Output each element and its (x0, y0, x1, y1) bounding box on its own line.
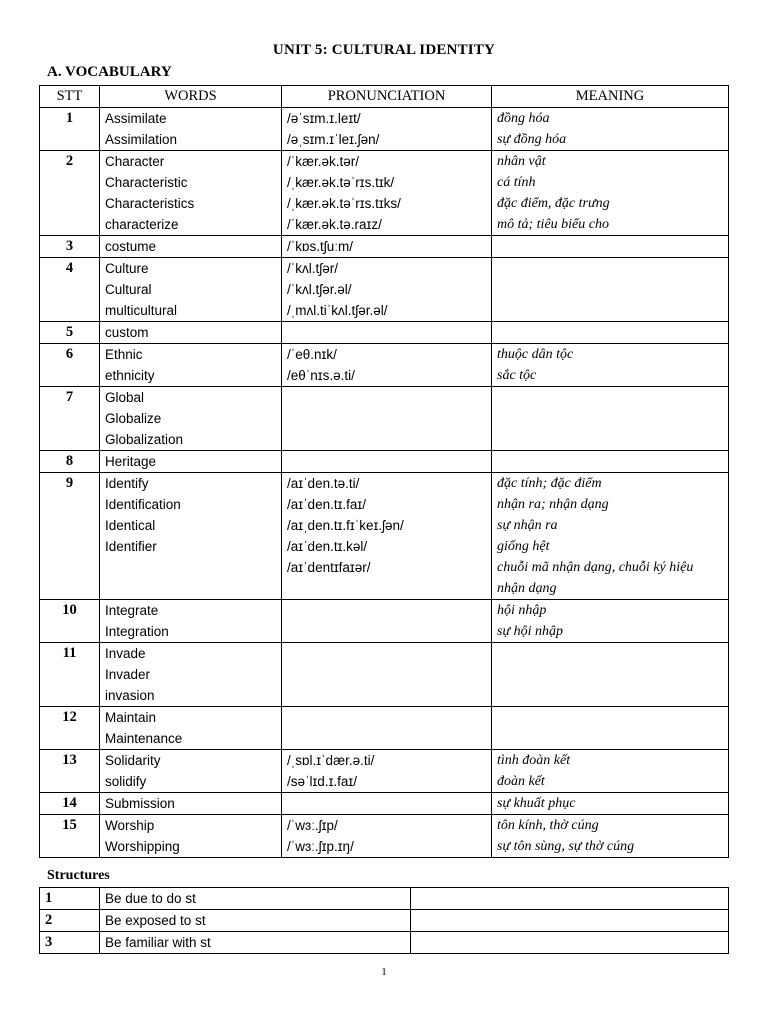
word: Assimilate (105, 111, 167, 126)
meaning-cell (492, 643, 729, 707)
pronunciation: /ˌsɒl.ɪˈdær.ə.ti/ (287, 753, 375, 768)
word: Characteristic (105, 175, 188, 190)
structure-meaning (411, 932, 729, 954)
table-row (40, 473, 729, 600)
pronunciation: /aɪˈden.tɪ.faɪ/ (287, 497, 366, 512)
pronunciation: /əˌsɪm.ɪˈleɪ.ʃən/ (287, 132, 380, 147)
words-cell (100, 473, 282, 600)
word: Worshipping (105, 839, 180, 854)
pronunciation: /ˌkær.ək.təˈrɪs.tɪks/ (287, 196, 401, 211)
meaning-cell (492, 750, 729, 793)
word: characterize (105, 217, 179, 232)
table-row (40, 600, 729, 643)
pronunciation-cell (282, 815, 492, 858)
meaning: tình đoàn kết (497, 753, 571, 768)
pronunciation-cell (282, 108, 492, 151)
pronunciation-cell (282, 600, 492, 643)
meaning-cell (492, 600, 729, 643)
words-cell (100, 451, 282, 473)
word: Worship (105, 818, 155, 833)
word: Maintain (105, 710, 157, 725)
table-row (40, 322, 729, 344)
word: Identify (105, 476, 149, 491)
meaning: hội nhập (497, 603, 547, 618)
stt-cell: 2 (40, 151, 100, 236)
words-cell (100, 750, 282, 793)
words-cell (100, 258, 282, 322)
word: Identification (105, 497, 181, 512)
structure-number: 3 (40, 932, 100, 954)
meaning-cell (492, 108, 729, 151)
pronunciation-cell (282, 151, 492, 236)
pronunciation-cell (282, 322, 492, 344)
word: Characteristics (105, 196, 195, 211)
word: ethnicity (105, 368, 155, 383)
meaning-cell (492, 451, 729, 473)
stt-cell: 11 (40, 643, 100, 707)
word: Maintenance (105, 731, 183, 746)
meaning: sự nhận ra (497, 518, 558, 533)
stt-cell: 3 (40, 236, 100, 258)
words-cell (100, 707, 282, 750)
structures-heading: Structures (47, 868, 110, 883)
word: Integration (105, 624, 169, 639)
table-row (40, 236, 729, 258)
meaning-cell (492, 473, 729, 600)
structure-row (40, 910, 729, 932)
word: Assimilation (105, 132, 178, 147)
table-row (40, 151, 729, 236)
structure-number: 1 (40, 888, 100, 910)
pronunciation-cell (282, 387, 492, 451)
pronunciation-cell (282, 707, 492, 750)
word: multicultural (105, 303, 178, 318)
pronunciation: /eθˈnɪs.ə.ti/ (287, 368, 355, 383)
meaning-cell (492, 815, 729, 858)
word: Identifier (105, 539, 157, 554)
header-stt: STT (40, 86, 100, 108)
table-row (40, 451, 729, 473)
meaning: sự tôn sùng, sự thờ cúng (497, 839, 635, 854)
meaning: chuỗi mã nhận dạng, chuỗi ký hiệu (497, 560, 694, 575)
structure-meaning (411, 910, 729, 932)
pronunciation: /əˈsɪm.ɪ.leɪt/ (287, 111, 361, 126)
word: Global (105, 390, 145, 405)
word: Globalize (105, 411, 162, 426)
word: Invader (105, 667, 151, 682)
page-title: UNIT 5: CULTURAL IDENTITY (272, 42, 496, 58)
table-header-row (40, 86, 729, 108)
structure-text: Be due to do st (100, 888, 411, 910)
word: Solidarity (105, 753, 161, 768)
words-cell (100, 793, 282, 815)
pronunciation-cell (282, 793, 492, 815)
stt-cell: 4 (40, 258, 100, 322)
meaning-cell (492, 793, 729, 815)
pronunciation-cell (282, 750, 492, 793)
table-row (40, 750, 729, 793)
words-cell (100, 236, 282, 258)
word: costume (105, 239, 157, 254)
pronunciation-cell (282, 236, 492, 258)
stt-cell: 7 (40, 387, 100, 451)
table-row (40, 344, 729, 387)
meaning: sự khuất phục (497, 796, 576, 811)
stt-cell: 10 (40, 600, 100, 643)
word: Integrate (105, 603, 159, 618)
pronunciation: /ˈkɒs.tʃuːm/ (287, 239, 354, 254)
meaning: nhân vật (497, 154, 546, 169)
structure-text: Be familiar with st (100, 932, 411, 954)
stt-cell: 6 (40, 344, 100, 387)
pronunciation: /aɪˈden.tɪ.kəl/ (287, 539, 368, 554)
meaning: thuộc dân tộc (497, 347, 574, 362)
word: Invade (105, 646, 146, 661)
pronunciation: /aɪˌden.tɪ.fɪˈkeɪ.ʃən/ (287, 518, 404, 533)
word: Culture (105, 261, 149, 276)
stt-cell: 8 (40, 451, 100, 473)
meaning: sắc tộc (497, 368, 537, 383)
meaning: sự đồng hóa (497, 132, 567, 147)
words-cell (100, 387, 282, 451)
pronunciation-cell (282, 451, 492, 473)
word: Character (105, 154, 165, 169)
stt-cell: 15 (40, 815, 100, 858)
table-row (40, 108, 729, 151)
word: Globalization (105, 432, 184, 447)
structure-meaning (411, 888, 729, 910)
pronunciation-cell (282, 643, 492, 707)
pronunciation: /aɪˈden.tə.ti/ (287, 476, 360, 491)
table-row (40, 815, 729, 858)
pronunciation-cell (282, 473, 492, 600)
meaning: giống hệt (497, 539, 550, 554)
meaning: cá tính (497, 175, 536, 190)
meaning: đoàn kết (497, 774, 545, 789)
words-cell (100, 344, 282, 387)
word: Heritage (105, 454, 157, 469)
word: Submission (105, 796, 175, 811)
pronunciation: /ˈeθ.nɪk/ (287, 347, 337, 362)
table-row (40, 707, 729, 750)
structures-table (39, 887, 729, 954)
meaning-cell (492, 387, 729, 451)
meaning: đặc tính; đặc điểm (497, 476, 602, 491)
meaning-cell (492, 322, 729, 344)
pronunciation: /ˌkær.ək.təˈrɪs.tɪk/ (287, 175, 395, 190)
pronunciation: /ˈkʌl.tʃər/ (287, 261, 339, 276)
pronunciation: /ˈkær.ək.tə.raɪz/ (287, 217, 382, 232)
stt-cell: 13 (40, 750, 100, 793)
structure-number: 2 (40, 910, 100, 932)
pronunciation: /aɪˈdentɪfaɪər/ (287, 560, 371, 575)
word: Cultural (105, 282, 152, 297)
word: invasion (105, 688, 155, 703)
meaning: tôn kính, thờ cúng (497, 818, 599, 833)
section-heading: A. VOCABULARY (47, 64, 172, 80)
pronunciation-cell (282, 258, 492, 322)
pronunciation: /ˈkær.ək.tər/ (287, 154, 360, 169)
vocabulary-table (39, 85, 729, 858)
header-pronunciation: PRONUNCIATION (282, 86, 492, 108)
words-cell (100, 322, 282, 344)
table-row (40, 258, 729, 322)
structure-row (40, 932, 729, 954)
pronunciation: /ˈkʌl.tʃər.əl/ (287, 282, 352, 297)
header-words: WORDS (100, 86, 282, 108)
meaning: sự hội nhập (497, 624, 563, 639)
table-row (40, 643, 729, 707)
stt-cell: 9 (40, 473, 100, 600)
meaning-cell (492, 258, 729, 322)
meaning: đặc điểm, đặc trưng (497, 196, 610, 211)
words-cell (100, 643, 282, 707)
meaning: nhận ra; nhận dạng (497, 497, 609, 512)
header-meaning: MEANING (492, 86, 729, 108)
meaning: mô tả; tiêu biểu cho (497, 217, 609, 232)
stt-cell: 12 (40, 707, 100, 750)
structure-text: Be exposed to st (100, 910, 411, 932)
meaning: nhận dạng (497, 581, 557, 596)
pronunciation: /səˈlɪd.ɪ.faɪ/ (287, 774, 357, 789)
pronunciation: /ˌmʌl.tiˈkʌl.tʃər.əl/ (287, 303, 388, 318)
word: Ethnic (105, 347, 143, 362)
words-cell (100, 815, 282, 858)
words-cell (100, 108, 282, 151)
stt-cell: 5 (40, 322, 100, 344)
words-cell (100, 151, 282, 236)
table-row (40, 387, 729, 451)
meaning-cell (492, 707, 729, 750)
meaning-cell (492, 151, 729, 236)
meaning: đồng hóa (497, 111, 550, 126)
stt-cell: 1 (40, 108, 100, 151)
pronunciation: /ˈwɜː.ʃɪp.ɪŋ/ (287, 839, 354, 854)
table-row (40, 793, 729, 815)
page-number: 1 (381, 966, 387, 978)
word: Identical (105, 518, 156, 533)
stt-cell: 14 (40, 793, 100, 815)
meaning-cell (492, 344, 729, 387)
words-cell (100, 600, 282, 643)
pronunciation: /ˈwɜː.ʃɪp/ (287, 818, 338, 833)
meaning-cell (492, 236, 729, 258)
structure-row (40, 888, 729, 910)
pronunciation-cell (282, 344, 492, 387)
word: custom (105, 325, 149, 340)
word: solidify (105, 774, 147, 789)
